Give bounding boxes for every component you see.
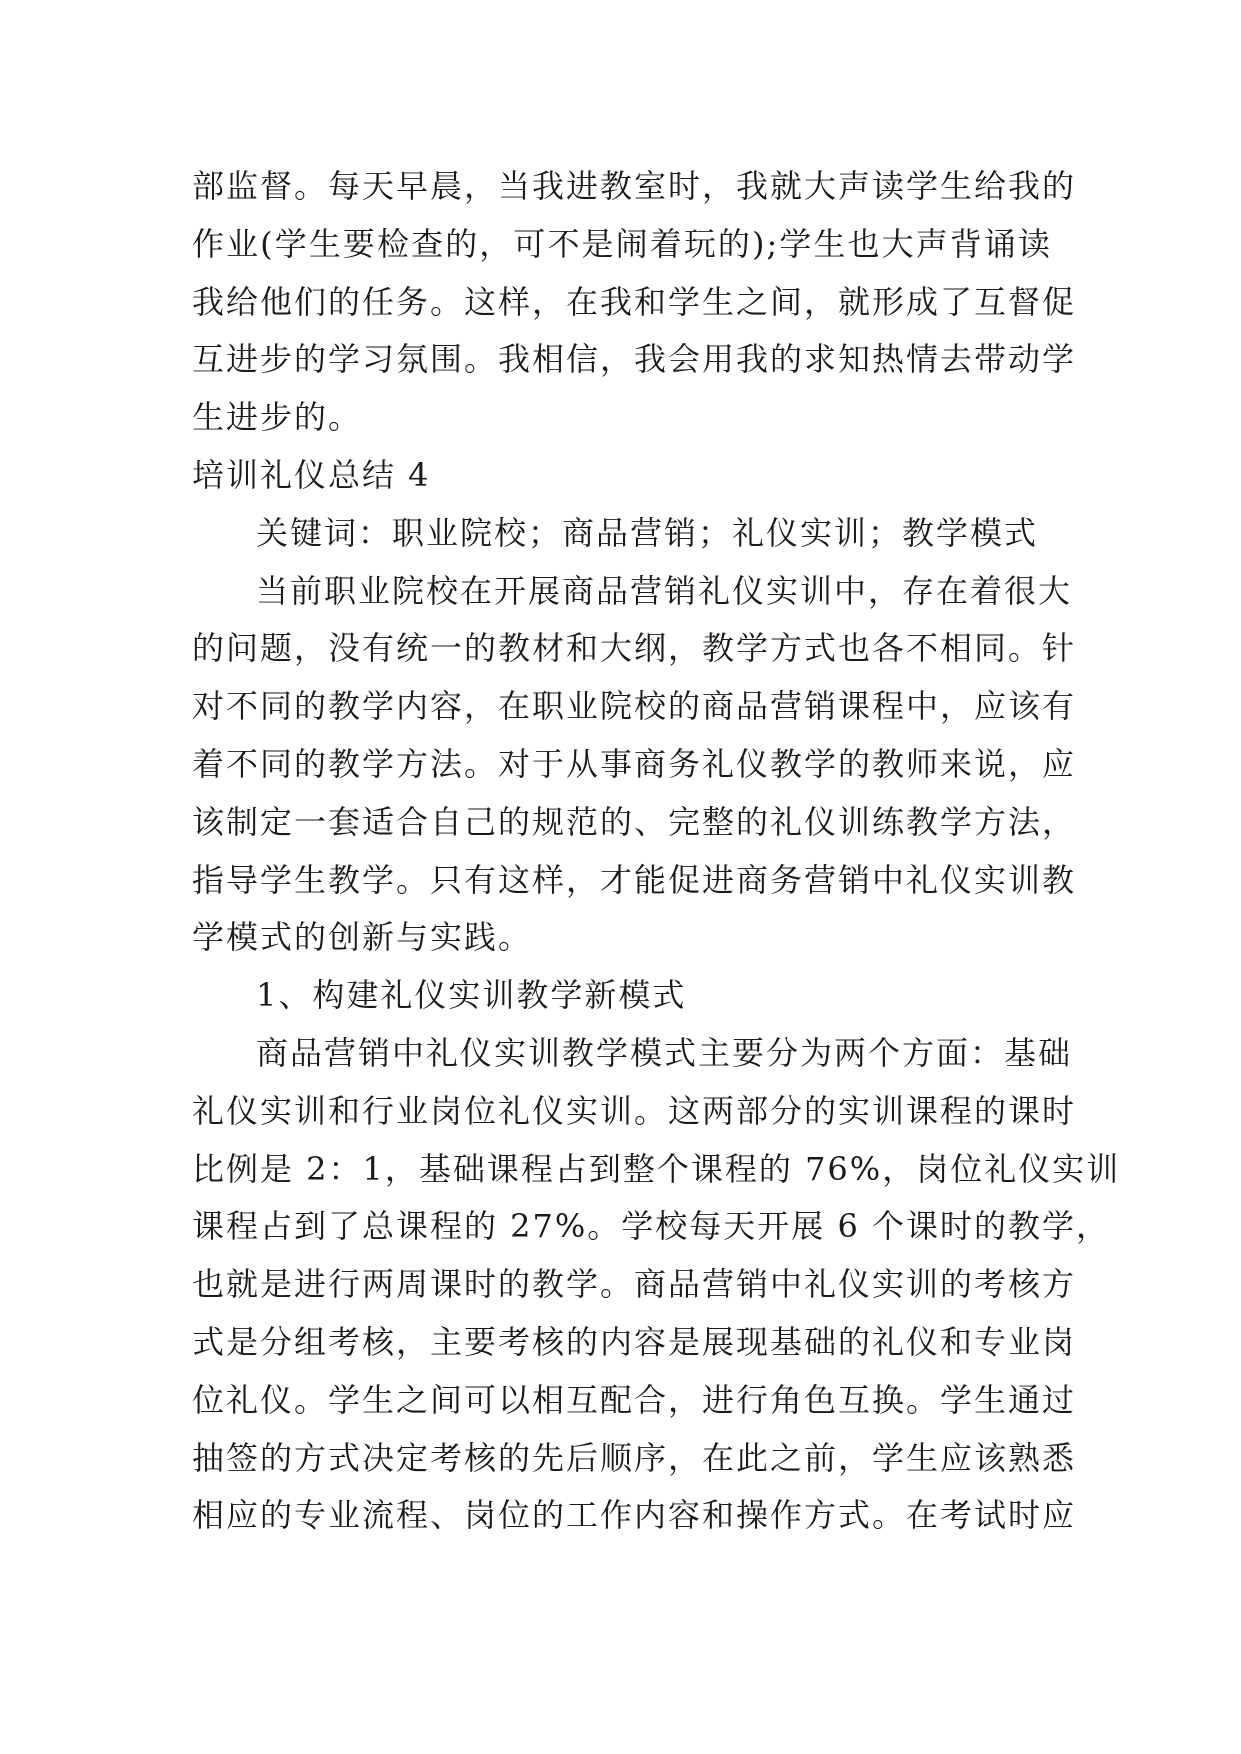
body-line: 指导学生教学。只有这样，才能促进商务营销中礼仪实训教: [192, 860, 1077, 899]
body-line: 礼仪实训和行业岗位礼仪实训。这两部分的实训课程的课时: [192, 1091, 1077, 1130]
document-body: [192, 158, 1121, 1545]
body-line: 比例是 2：1，基础课程占到整个课程的 76%，岗位礼仪实训: [192, 1149, 1121, 1188]
body-line: 作业(学生要检查的，可不是闹着玩的);学生也大声背诵读: [192, 224, 1052, 263]
body-line: 相应的专业流程、岗位的工作内容和操作方式。在考试时应: [192, 1496, 1077, 1535]
body-line: 着不同的教学方法。对于从事商务礼仪教学的教师来说，应: [192, 744, 1077, 783]
body-line: 该制定一套适合自己的规范的、完整的礼仪训练教学方法，: [192, 802, 1077, 841]
body-line: 生进步的。: [192, 398, 363, 437]
body-line: 部监督。每天早晨，当我进教室时，我就大声读学生给我的: [192, 167, 1077, 205]
body-line: 式是分组考核，主要考核的内容是展现基础的礼仪和专业岗: [192, 1322, 1077, 1361]
body-line: 商品营销中礼仪实训教学模式主要分为两个方面：基础: [256, 1033, 1073, 1072]
body-line: 对不同的教学内容，在职业院校的商品营销课程中，应该有: [192, 687, 1077, 726]
body-line: 我给他们的任务。这样，在我和学生之间，就形成了互督促: [192, 282, 1077, 321]
body-line: 课程占到了总课程的 27%。学校每天开展 6 个课时的教学，: [192, 1207, 1111, 1246]
section-heading: 培训礼仪总结 4: [192, 455, 431, 494]
body-line: 当前职业院校在开展商品营销礼仪实训中，存在着很大: [256, 571, 1073, 610]
body-line: 学模式的创新与实践。: [192, 918, 533, 957]
body-line: 的问题，没有统一的教材和大纲，教学方式也各不相同。针: [192, 629, 1077, 668]
body-line: 互进步的学习氛围。我相信，我会用我的求知热情去带动学: [192, 340, 1077, 379]
subsection-heading: 1、构建礼仪实训教学新模式: [256, 976, 687, 1015]
body-line: 位礼仪。学生之间可以相互配合，进行角色互换。学生通过: [192, 1380, 1077, 1419]
body-line: 也就是进行两周课时的教学。商品营销中礼仪实训的考核方: [192, 1265, 1077, 1304]
keywords-line: 关键词：职业院校；商品营销；礼仪实训；教学模式: [256, 513, 1039, 552]
body-line: 抽签的方式决定考核的先后顺序，在此之前，学生应该熟悉: [192, 1438, 1077, 1477]
